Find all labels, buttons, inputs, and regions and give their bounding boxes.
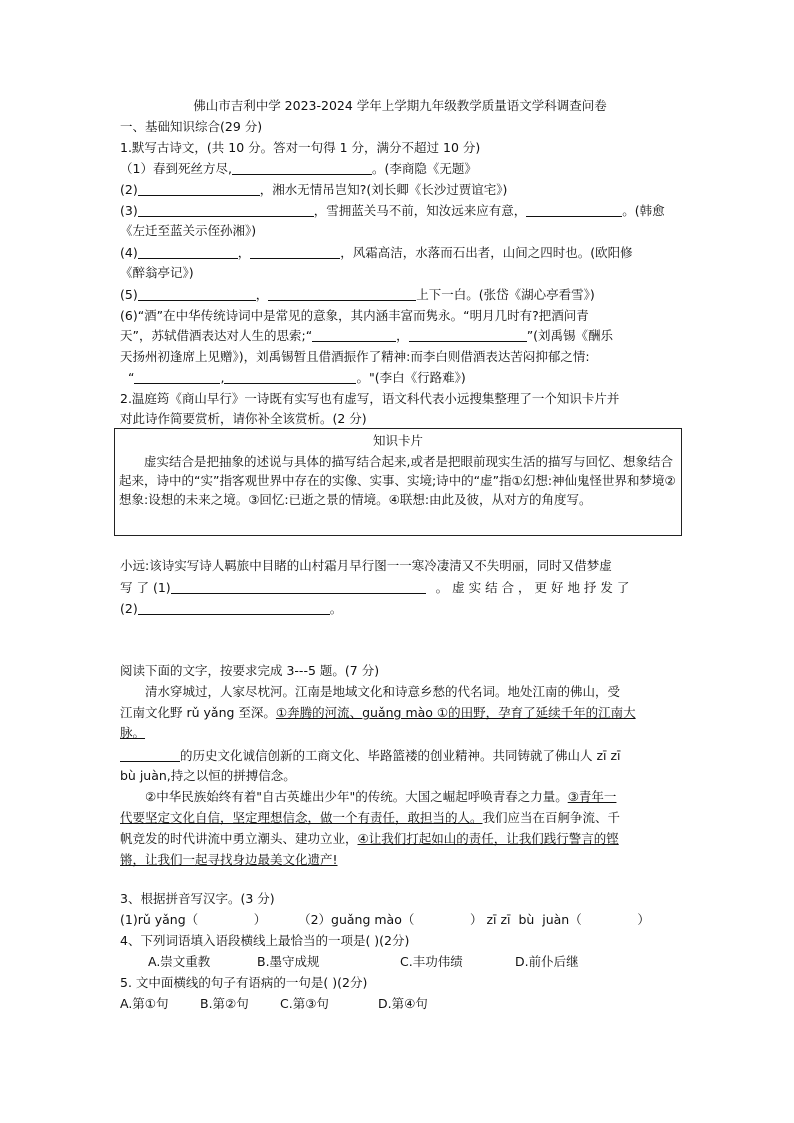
- card-body: 虚实结合是把抽象的述说与具体的描写结合起来,或者是把眼前现实生活的描写与回忆、想象结合起来，诗中的“实”指客观世界中存在的实像、实事、实境;诗中的“虚”指①幻想:神仙鬼怪世界和梦境②想象:设想的未来之境。③回忆:已逝之景的情境。④联想:由此及彼，从对方的角度写。: [119, 454, 676, 507]
- question-2-answer-line-1: 小远:该诗实写诗人羁旅中目睹的山村霜月早行图一一寒冷凄清又不失明丽，同时又借梦虚: [120, 558, 612, 573]
- item-text: ，风霜高洁，水落而石出者，山间之四时也。(欧阳修: [340, 245, 633, 260]
- answer-blank[interactable]: [232, 161, 372, 175]
- option-d[interactable]: D.前仆后继: [515, 954, 579, 969]
- item-text: (4): [120, 245, 138, 260]
- passage-para-2-line-1: [120, 747, 680, 764]
- question-1-item-6-line-1: (6)“酒”在中华传统诗词中是常见的意象，其内涵丰富而隽永。“明月几时有?把酒问青: [120, 308, 589, 323]
- option-a[interactable]: A.第①句: [120, 996, 169, 1011]
- underlined-sentence-1-end: 脉。: [120, 725, 146, 740]
- underlined-sentence-3: 代要坚定文化自信，坚定理想信念，做一个有责任，敢担当的人。: [120, 810, 483, 825]
- item-text: 天”，苏轼借酒表达对人生的思索;“: [120, 328, 313, 343]
- answer-blank[interactable]: [250, 245, 340, 259]
- passage-para-3-line-4: [120, 851, 680, 868]
- item-text: ，雪拥蓝关马不前，知汝远来应有意，: [313, 203, 527, 218]
- passage-text: 我们应当在百舸争流、千: [482, 810, 621, 825]
- passage-para-3-line-3: [120, 830, 680, 847]
- answer-blank[interactable]: [312, 328, 396, 342]
- question-1-heading: 1.默写古诗文，(共 10 分。答对一句得 1 分，满分不超过 10 分): [120, 140, 481, 155]
- passage-para-1-line-3: [120, 724, 680, 741]
- question-2-answer-line-3: [120, 600, 680, 617]
- option-c[interactable]: C.丰功伟绩: [400, 954, 463, 969]
- item-text: (5): [120, 287, 138, 302]
- passage-para-1-line-1: 清水穿城过，人家尽枕河。江南是地域文化和诗意乡愁的代名词。地处江南的佛山，受: [145, 684, 621, 699]
- item-text: ”(刘禹锡《酬乐: [526, 328, 614, 343]
- item-text: 上下一白。(张岱《湖心亭看雪》): [416, 287, 595, 302]
- answer-blank[interactable]: [138, 245, 238, 259]
- answer-blank[interactable]: [138, 601, 330, 615]
- question-3-answer-line[interactable]: (1)rǔ yǎng（ ） （2）guǎng mào（ ） zī zī bù juàn（ ）: [120, 912, 650, 927]
- option-b[interactable]: B.第②句: [200, 996, 249, 1011]
- fill-blank[interactable]: [120, 748, 180, 762]
- item-text: 。 虚 实 结 合 ， 更 好 地 抒 发 了: [435, 580, 630, 595]
- reading-heading: 阅读下面的文字，按要求完成 3---5 题。(7 分): [120, 663, 380, 678]
- question-1-item-5: [120, 286, 680, 303]
- option-c[interactable]: C.第③句: [280, 996, 329, 1011]
- question-2-line-2: 对此诗作简要赏析，请你补全该赏析。(2 分): [120, 411, 367, 426]
- passage-text: 的历史文化诚信创新的工商文化、毕路篮褛的创业精神。共同铸就了佛山人 zī zī: [180, 748, 621, 763]
- item-text: 写 了 (1): [120, 580, 171, 595]
- item-text: (2): [120, 182, 138, 197]
- passage-para-3-line-2: [120, 809, 680, 826]
- answer-blank[interactable]: [409, 328, 527, 342]
- question-2-answer-line-2: [120, 579, 680, 596]
- passage-text: 江南文化野 rǔ yǎng 至深。: [120, 705, 276, 720]
- underlined-sentence-4-end: 锵，让我们一起寻找身边最美文化遗产!: [120, 852, 338, 867]
- item-text: ，: [255, 287, 269, 302]
- option-d[interactable]: D.第④句: [378, 996, 428, 1011]
- question-1-item-3-source: 《左迁至蓝关示侄孙湘》): [120, 223, 257, 238]
- answer-blank[interactable]: [224, 370, 356, 384]
- question-4-heading: 4、下列词语填入语段横线上最恰当的一项是( )(2分): [120, 933, 410, 948]
- question-2-line-1: 2.温庭筠《商山早行》一诗既有实写也有虚写，语文科代表小远搜集整理了一个知识卡片并: [120, 391, 620, 406]
- answer-blank[interactable]: [171, 580, 426, 594]
- knowledge-card: [114, 428, 682, 536]
- question-1-item-6-line-4: [120, 369, 680, 386]
- answer-blank[interactable]: [138, 287, 256, 301]
- passage-text: ②中华民族始终有着"自古英雄出少年"的传统。大国之崛起呼唤青春之力量。: [145, 789, 568, 804]
- option-a[interactable]: A.崇文重教: [148, 954, 211, 969]
- question-1-item-4-source: 《醉翁亭记》): [120, 265, 194, 280]
- question-3-heading: 3、根据拼音写汉字。(3 分): [120, 891, 275, 906]
- question-1-item-6-line-3: 天扬州初逢席上见赠》)，刘禹锡暂且借酒振作了精神:而李白则借酒表达苦闷抑郁之情:: [120, 349, 590, 364]
- passage-para-3-line-1: [145, 788, 705, 805]
- question-1-item-2: [120, 181, 680, 198]
- item-text: ，湘水无情吊岂知?(刘长卿《长沙过贾谊宅》): [259, 182, 508, 197]
- underlined-sentence-1: ①奔腾的河流、guǎng mào ①的田野，孕育了延续千年的江南大: [275, 705, 636, 720]
- answer-blank[interactable]: [268, 287, 416, 301]
- item-text: “: [128, 370, 135, 385]
- card-title: 知识卡片: [372, 433, 423, 448]
- underlined-sentence-4: ④让我们打起如山的责任，让我们践行警言的铿: [357, 831, 619, 846]
- passage-para-1-line-2: [120, 704, 680, 721]
- question-1-item-1: [120, 160, 680, 177]
- underlined-sentence-3-start: ③青年一: [567, 789, 617, 804]
- item-text: ，: [237, 245, 251, 260]
- item-text: ，: [396, 328, 409, 343]
- question-1-item-3: [120, 202, 680, 219]
- answer-blank[interactable]: [138, 182, 260, 196]
- question-1-item-6-line-2: [120, 327, 680, 344]
- passage-para-2-line-2: bù juàn,持之以恒的拼搏信念。: [120, 768, 296, 783]
- item-text: 。(李商隐《无题》: [371, 161, 477, 176]
- answer-blank[interactable]: [526, 203, 622, 217]
- page-title: 佛山市吉利中学 2023-2024 学年上学期九年级教学质量语文学科调查问卷: [193, 98, 607, 113]
- passage-text: 帆竞发的时代讲流中勇立潮头、建功立业，: [120, 831, 358, 846]
- item-text: (3): [120, 203, 138, 218]
- item-text: 。(韩愈: [622, 203, 665, 218]
- option-b[interactable]: B.墨守成规: [257, 954, 320, 969]
- section-heading: 一、基础知识综合(29 分): [120, 119, 263, 134]
- answer-blank[interactable]: [134, 370, 220, 384]
- question-1-item-4: [120, 244, 680, 261]
- answer-blank[interactable]: [138, 203, 314, 217]
- item-text: （1）春到死丝方尽,: [120, 161, 232, 176]
- question-5-heading: 5. 文中面横线的句子有语病的一句是( )(2分): [120, 975, 368, 990]
- item-text: 。"(李白《行路难》): [356, 370, 466, 385]
- item-text: 。: [329, 601, 343, 616]
- item-text: (2): [120, 601, 138, 616]
- item-text: ,: [220, 370, 225, 385]
